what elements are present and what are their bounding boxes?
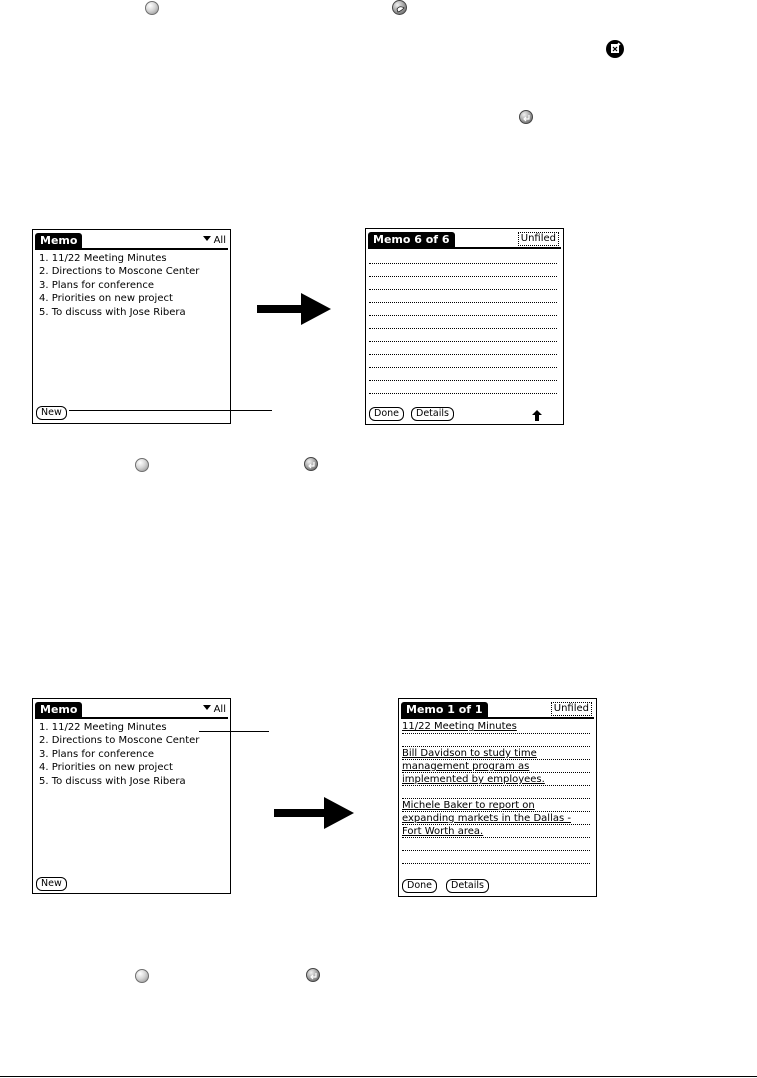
title-bar — [35, 702, 228, 719]
new-memo-screen — [365, 228, 564, 425]
memo-detail-screen — [398, 698, 597, 897]
new-button[interactable]: New — [36, 877, 67, 891]
memo-line: 11/22 Meeting Minutes — [402, 721, 517, 732]
memo-line: Fort Worth area. — [402, 826, 484, 837]
list-item[interactable]: 4. Priorities on new project — [39, 293, 173, 305]
memo-title: Memo — [35, 702, 82, 717]
memo-title: Memo 6 of 6 — [368, 232, 455, 247]
memo-title: Memo — [35, 233, 82, 248]
details-button[interactable]: Details — [446, 879, 489, 893]
category-picker[interactable]: Unfiled — [518, 232, 559, 246]
memo-edit-area[interactable] — [369, 249, 557, 399]
list-item[interactable]: 5. To discuss with Jose Ribera — [39, 306, 186, 318]
callout-line — [199, 731, 269, 732]
enter-button-icon — [519, 110, 533, 124]
title-bar — [401, 702, 594, 719]
list-item[interactable]: 1. 11/22 Meeting Minutes — [39, 253, 167, 264]
triangle-down-icon — [203, 705, 211, 710]
memo-list-screen — [32, 229, 231, 424]
triangle-down-icon — [203, 236, 211, 241]
memo-pad-application-icon — [392, 0, 407, 15]
scroll-up-icon[interactable] — [532, 410, 542, 421]
callout-line — [69, 410, 272, 411]
round-grey-button-icon — [135, 458, 149, 472]
round-grey-button-icon — [135, 969, 149, 983]
memo-line: Michele Baker to report on — [402, 800, 535, 811]
title-bar — [35, 233, 228, 250]
tip-icon — [606, 40, 624, 58]
memo-line: implemented by employees. — [402, 774, 545, 785]
new-button[interactable]: New — [36, 406, 67, 420]
list-item[interactable]: 3. Plans for conference — [39, 279, 154, 291]
category-label: All — [213, 704, 226, 715]
done-button[interactable]: Done — [369, 407, 404, 421]
category-picker[interactable] — [203, 234, 226, 247]
list-item[interactable]: 4. Priorities on new project — [39, 762, 173, 774]
memo-list — [39, 721, 199, 788]
right-arrow-icon — [274, 797, 354, 829]
memo-list — [39, 252, 199, 319]
title-bar — [368, 232, 561, 249]
details-button[interactable]: Details — [411, 407, 454, 421]
memo-title: Memo 1 of 1 — [401, 702, 488, 717]
list-item[interactable]: 3. Plans for conference — [39, 748, 154, 760]
list-item[interactable]: 2. Directions to Moscone Center — [39, 735, 200, 747]
list-item[interactable]: 2. Directions to Moscone Center — [39, 266, 200, 278]
enter-button-icon — [306, 968, 320, 982]
list-item[interactable]: 5. To discuss with Jose Ribera — [39, 775, 186, 787]
memo-edit-area[interactable] — [402, 721, 590, 871]
memo-list-screen — [32, 698, 231, 894]
done-button[interactable]: Done — [402, 879, 437, 893]
memo-line: expanding markets in the Dallas - — [402, 813, 571, 824]
round-grey-button-icon — [145, 1, 159, 15]
enter-button-icon — [304, 457, 318, 471]
memo-line: management program as — [402, 761, 530, 772]
category-picker[interactable] — [203, 703, 226, 716]
memo-line: Bill Davidson to study time — [402, 748, 537, 759]
category-label: All — [213, 235, 226, 246]
footer-rule — [0, 1076, 757, 1077]
list-item[interactable]: 1. 11/22 Meeting Minutes — [39, 722, 167, 733]
right-arrow-icon — [257, 293, 331, 325]
category-picker[interactable]: Unfiled — [551, 702, 592, 716]
